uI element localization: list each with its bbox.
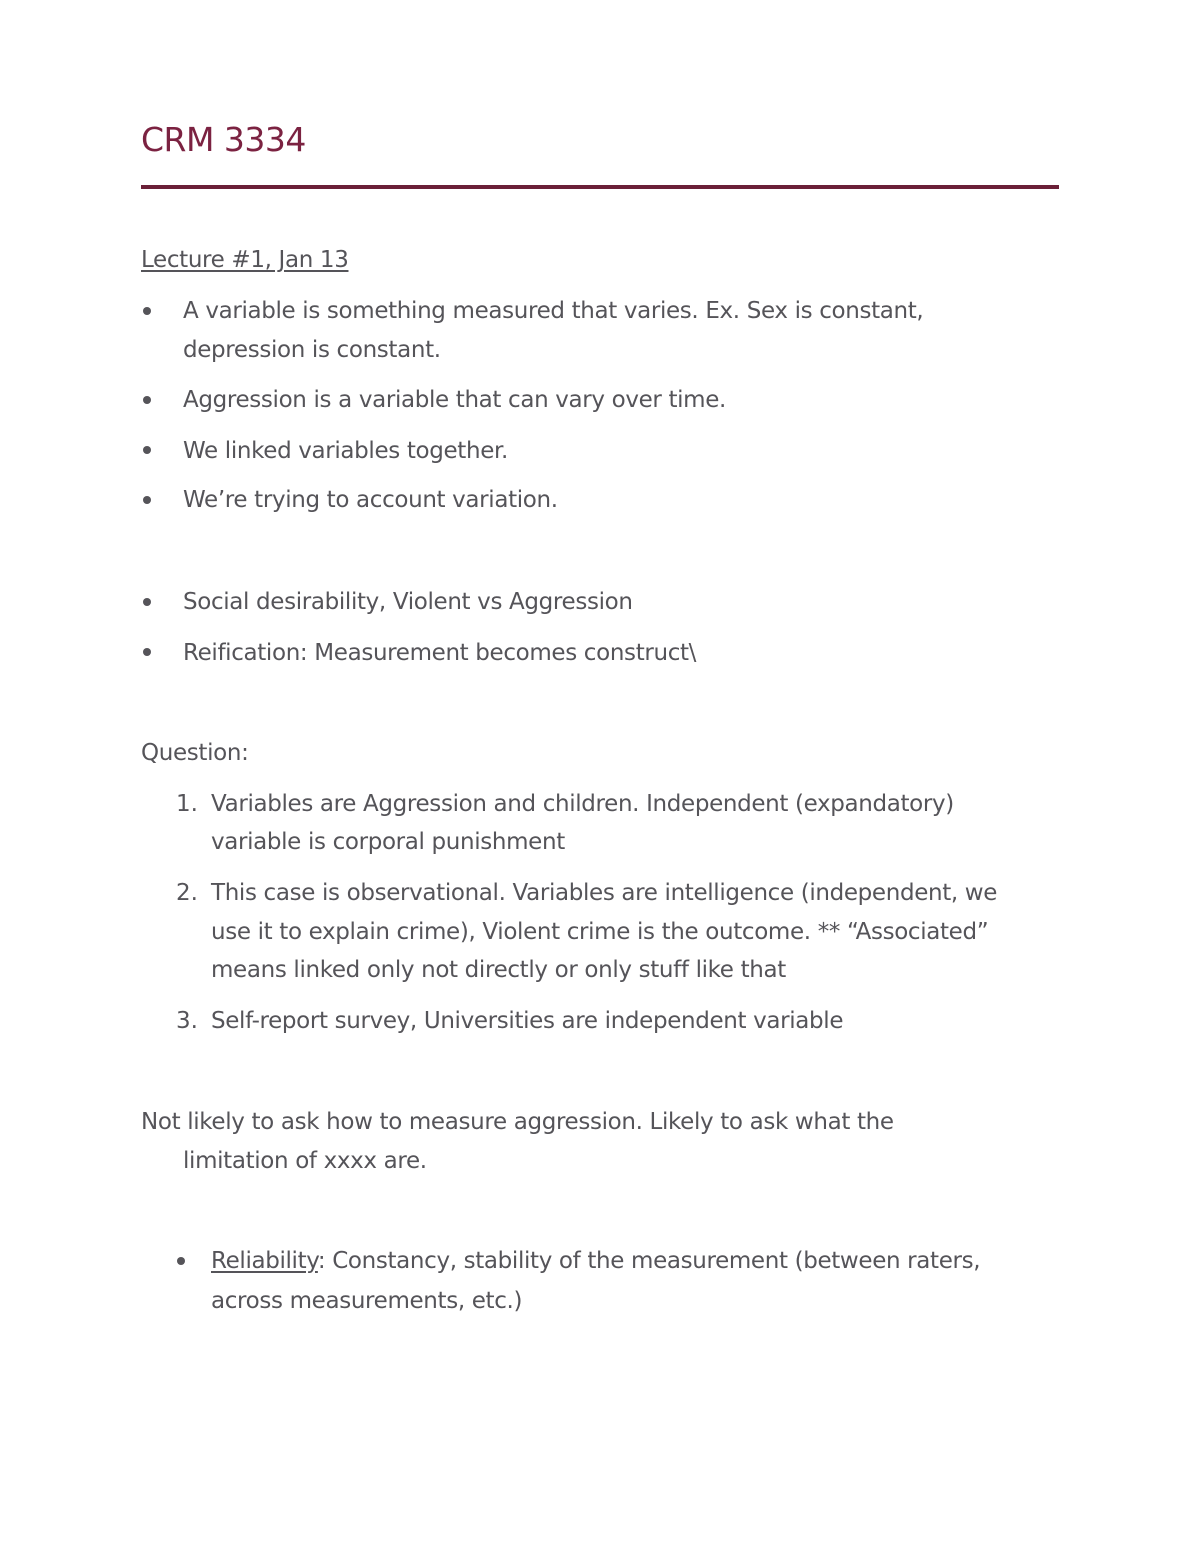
list-number: 1. [176, 791, 198, 817]
bullet-icon [143, 496, 151, 504]
reliability-definition [211, 1241, 980, 1281]
note-text: limitation of xxxx are. [183, 1148, 427, 1174]
question-text: means linked only not directly or only stuff like that [211, 957, 786, 983]
bullet-icon [143, 307, 151, 315]
lecture-heading: Lecture #1, Jan 13 [141, 247, 349, 273]
question-text: Variables are Aggression and children. Independent (expandatory) [211, 791, 954, 817]
question-text: variable is corporal punishment [211, 829, 565, 855]
bullet-icon [143, 446, 151, 454]
bullet-text: Social desirability, Violent vs Aggression [183, 589, 633, 615]
list-number: 3. [176, 1008, 198, 1034]
bullet-text: We linked variables together. [183, 438, 508, 464]
document-title: CRM 3334 [141, 120, 306, 159]
bullet-icon [143, 648, 151, 656]
bullet-text: Aggression is a variable that can vary over time. [183, 387, 726, 413]
note-text: Not likely to ask how to measure aggression. Likely to ask what the [141, 1109, 894, 1135]
question-text: This case is observational. Variables are intelligence (independent, we [211, 880, 998, 906]
bullet-icon [143, 396, 151, 404]
bullet-icon [143, 598, 151, 606]
bullet-text: We’re trying to account variation. [183, 487, 558, 513]
question-label: Question: [141, 740, 249, 766]
reliability-rest: : Constancy, stability of the measurement (between raters, [317, 1248, 981, 1274]
title-divider [141, 185, 1059, 189]
bullet-text: depression is constant. [183, 337, 441, 363]
bullet-icon [177, 1257, 185, 1265]
bullet-text: A variable is something measured that varies. Ex. Sex is constant, [183, 298, 924, 324]
reliability-line2: across measurements, etc.) [211, 1288, 523, 1314]
question-text: use it to explain crime), Violent crime is the outcome. ** “Associated” [211, 919, 989, 945]
reliability-term: Reliability [211, 1248, 318, 1274]
list-number: 2. [176, 880, 198, 906]
question-text: Self-report survey, Universities are independent variable [211, 1008, 844, 1034]
bullet-text: Reification: Measurement becomes construct\ [183, 640, 697, 666]
